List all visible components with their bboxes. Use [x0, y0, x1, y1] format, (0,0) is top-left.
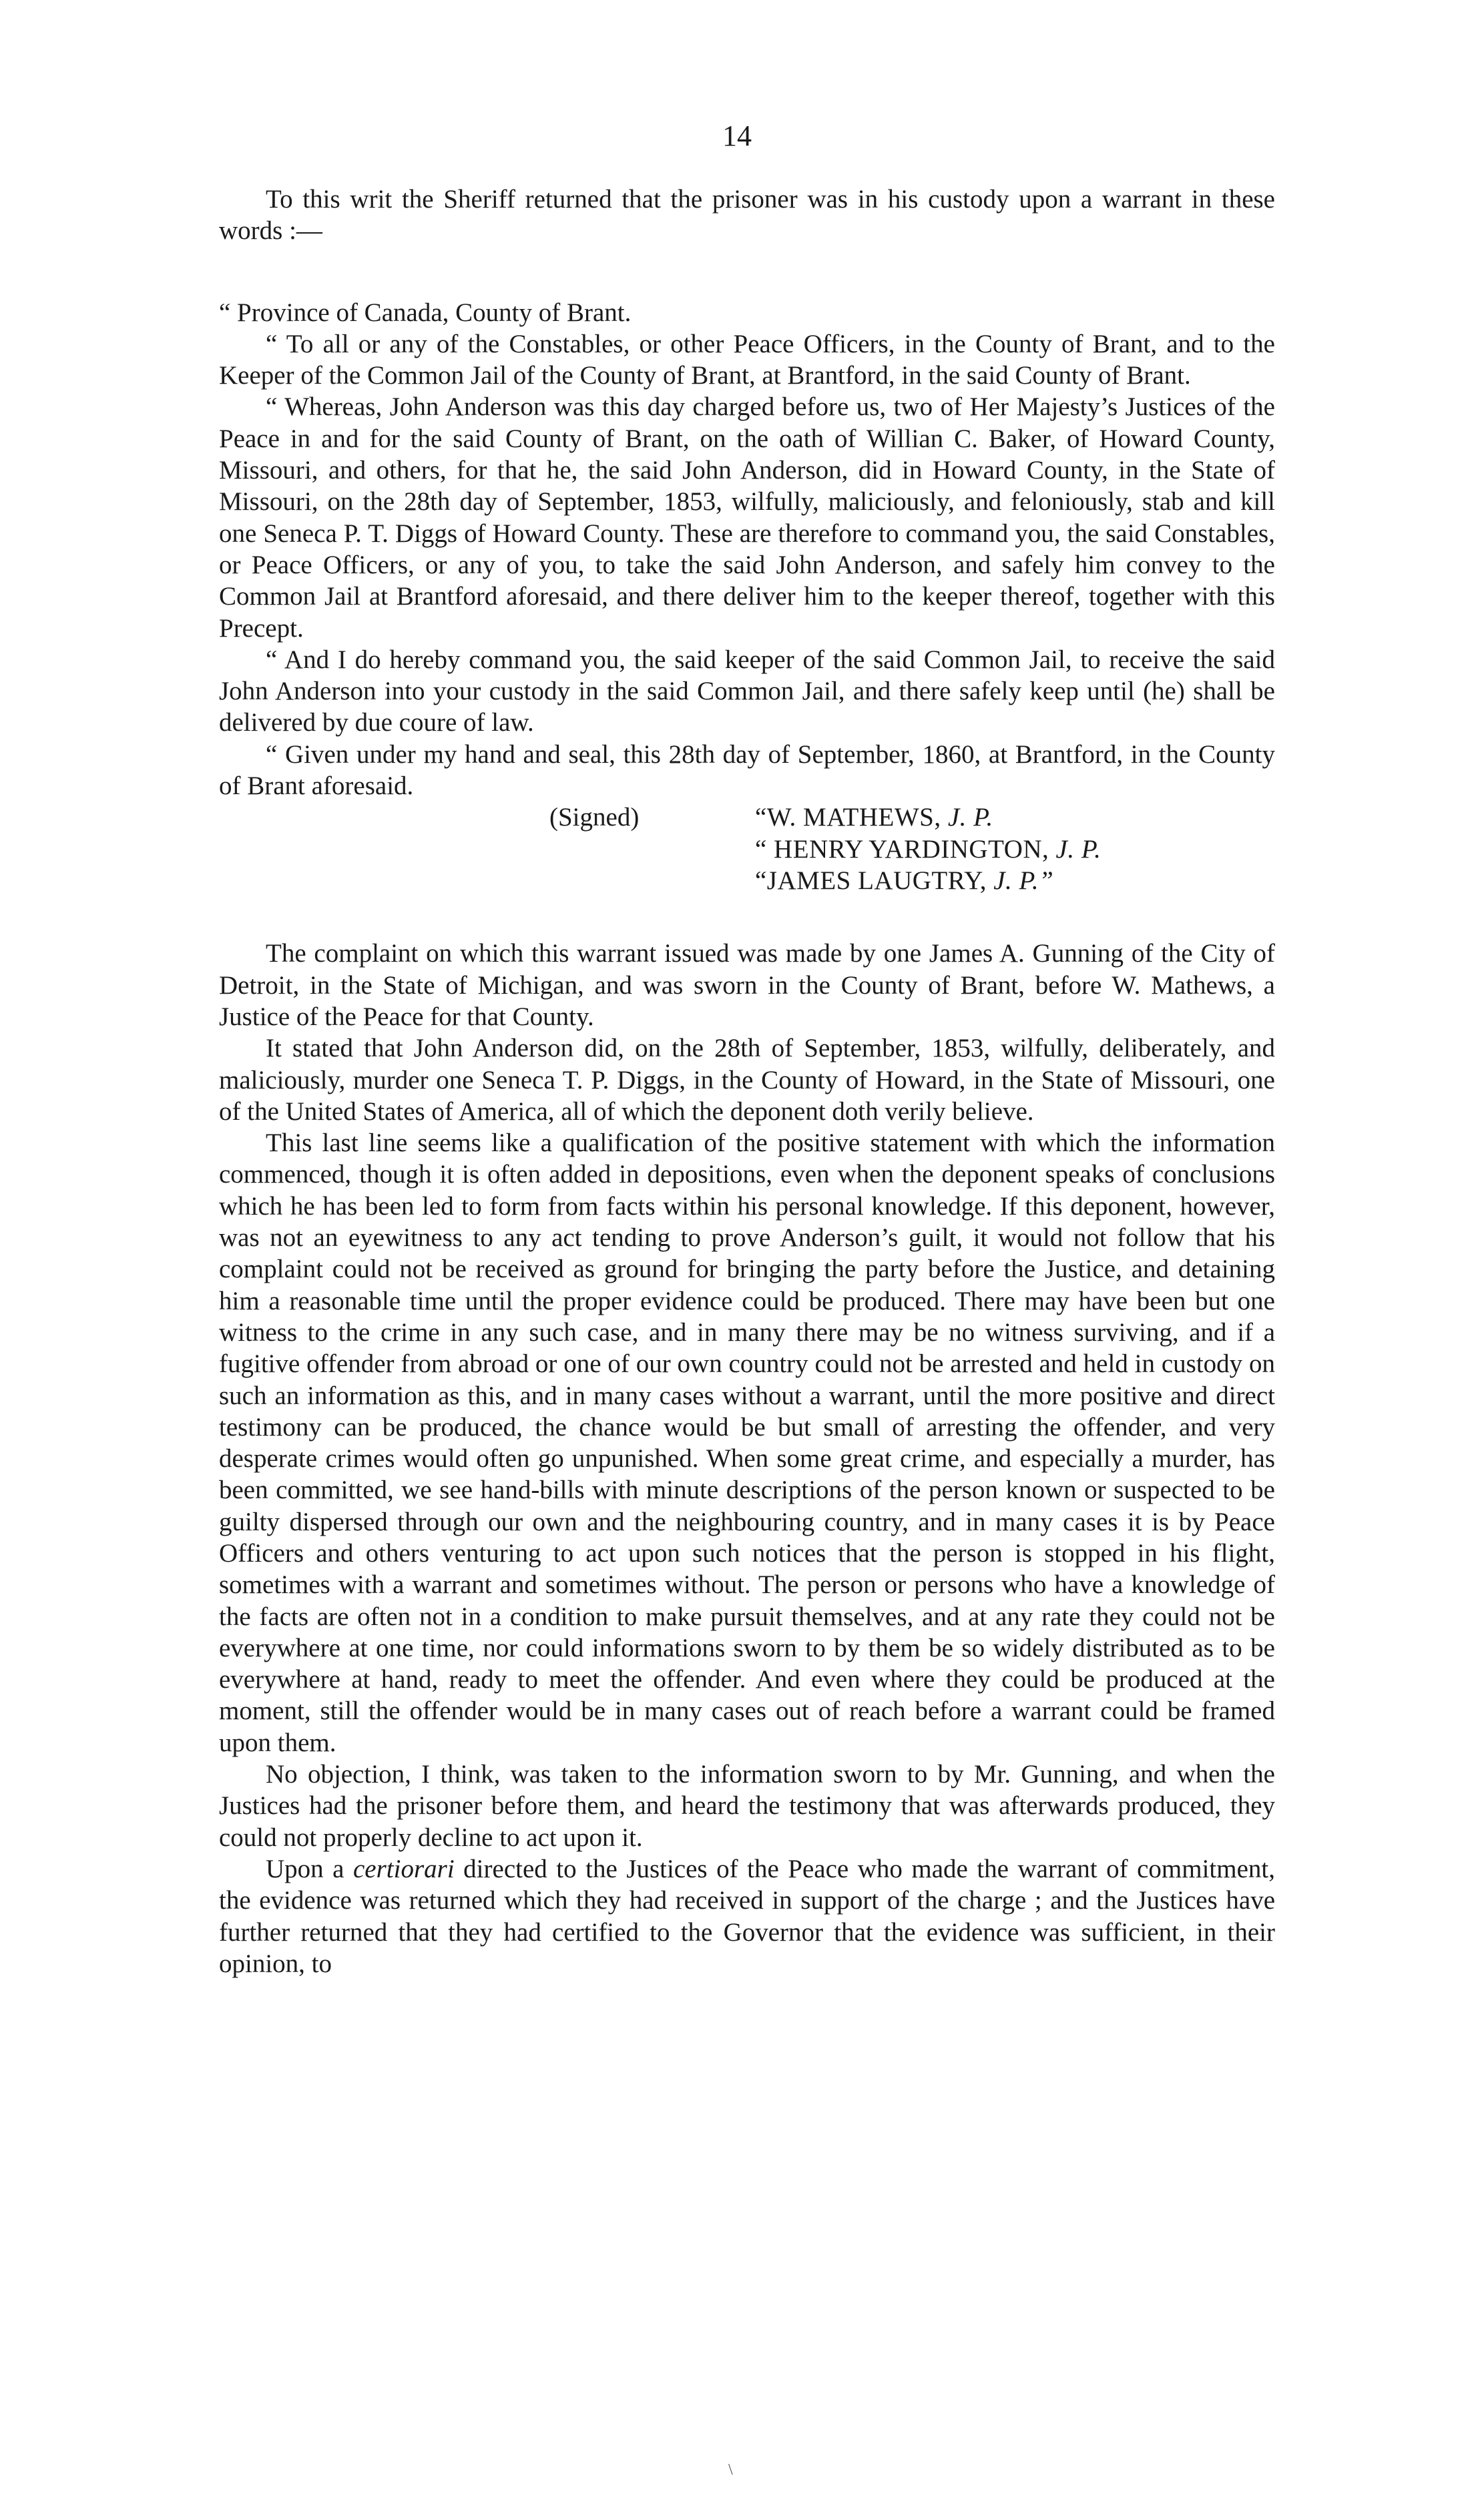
signatory-title: J. P.: [1055, 834, 1101, 864]
warrant-quotation: [219, 297, 1275, 897]
warrant-whereas-paragraph: “ Whereas, John Anderson was this day charged before us, two of Her Majesty’s Justices of the Peace in and for the said County of Brant, on the oath of Willian C. Baker, of Howard County, Missouri, and others, for that he, the said John Anderson, did in Howard County, in the State of Missouri, on the 28th day of September, 1853, wilfully, maliciously, and feloniously, stab and kill one Seneca P. T. Diggs of Howard County. These are therefore to command you, the said Constables, or Peace Officers, or any of you, to take the said John Anderson, and safely him convey to the Common Jail at Brantford aforesaid, and there deliver him to the keeper thereof, together with this Precept.: [219, 392, 1275, 643]
signatory-title: J. P.”: [993, 866, 1054, 895]
signatory-name: “W. MATHEWS,: [755, 803, 941, 832]
signed-label: (Signed): [549, 803, 640, 832]
page-number: 14: [722, 119, 752, 152]
signatory-line: [755, 834, 1101, 865]
signatory-line: [755, 865, 1101, 896]
warrant-heading: “ Province of Canada, County of Brant.: [219, 298, 632, 327]
signatory-line: [755, 802, 1101, 833]
warrant-given-paragraph: “ Given under my hand and seal, this 28th day of September, 1860, at Brantford, in the County of Brant aforesaid.: [219, 739, 1275, 801]
certiorari-text-after: directed to the Justices of the Peace who made the warrant of commitment, the evidence was returned which they had received in support of the charge ; and the Justices have further returned that they had certified to the Governor that the evidence was sufficient, in their opinion, to: [219, 1854, 1275, 1978]
stray-ink-mark: \: [728, 2461, 733, 2479]
intro-paragraph: To this writ the Sheriff returned that the prisoner was in his custody upon a warrant in these words :—: [219, 185, 1275, 246]
signatories: [755, 802, 1101, 896]
warrant-command-paragraph: “ And I do hereby command you, the said keeper of the said Common Jail, to receive the said John Anderson into your custody in the said Common Jail, and there safely keep until (he) shall be delivered by due coure of law.: [219, 645, 1275, 737]
certiorari-paragraph: [219, 1853, 1275, 1979]
certiorari-text-before: Upon a: [266, 1854, 353, 1883]
signature-block: [219, 802, 1275, 896]
stated-paragraph: It stated that John Anderson did, on the 28th of September, 1853, wilfully, deliberately, and maliciously, murder one Seneca T. P. Diggs, in the County of Howard, in the State of Missouri, one of the United States of America, all of which the deponent doth verily believe.: [219, 1034, 1275, 1126]
signatory-name: “ HENRY YARDINGTON,: [755, 834, 1049, 864]
complaint-paragraph: The complaint on which this warrant issued was made by one James A. Gunning of the City of Detroit, in the State of Michigan, and was sworn in the County of Brant, before W. Mathews, a Justice of the Peace for that County.: [219, 939, 1275, 1031]
qualification-paragraph: This last line seems like a qualification of the positive statement with which the information commenced, though it is often added in depositions, even when the deponent speaks of conclusions which he has been led to form from facts within his personal knowledge. If this deponent, however, was not an eyewitness to any act tending to prove Anderson’s guilt, it would not follow that his complaint could not be received as ground for bringing the party before the Justice, and detaining him a reasonable time until the proper evidence could be produced. There may have been but one witness to the crime in any such case, and in many there may be no witness surviving, and if a fugitive offender from abroad or one of our own country could not be arrested and held in custody on such an information as this, and in many cases without a warrant, until the more positive and direct testimony can be produced, the chance would be but small of arresting the offender, and very desperate crimes would often go unpunished. When some great crime, and especially a murder, has been committed, we see hand-bills with minute descriptions of the person known or suspected to be guilty dispersed through our own and the neighbouring country, and in many cases it is by Peace Officers and others venturing to act upon such notices that the person is stopped in his flight, sometimes with a warrant and sometimes without. The person or persons who have a knowledge of the facts are often not in a condition to make pursuit themselves, and at any rate they could not be everywhere at one time, nor could informations sworn to by them be so widely distributed as to be everywhere at hand, ready to meet the offender. And even where they could be produced at the moment, still the offender would be in many cases out of reach before a warrant could be framed upon them.: [219, 1129, 1275, 1757]
signatory-title: J. P.: [947, 803, 993, 832]
signatory-name: “JAMES LAUGTRY,: [755, 866, 987, 895]
no-objection-paragraph: No objection, I think, was taken to the information sworn to by Mr. Gunning, and when the Justices had the prisoner before them, and heard the testimony that was afterwards produced, they could not properly decline to act upon it.: [219, 1760, 1275, 1852]
certiorari-term: certiorari: [353, 1854, 455, 1883]
body-text: [219, 184, 1275, 1979]
warrant-addressees: “ To all or any of the Constables, or other Peace Officers, in the County of Brant, and to the Keeper of the Common Jail of the County of Brant, at Brantford, in the said County of Brant.: [219, 329, 1275, 390]
